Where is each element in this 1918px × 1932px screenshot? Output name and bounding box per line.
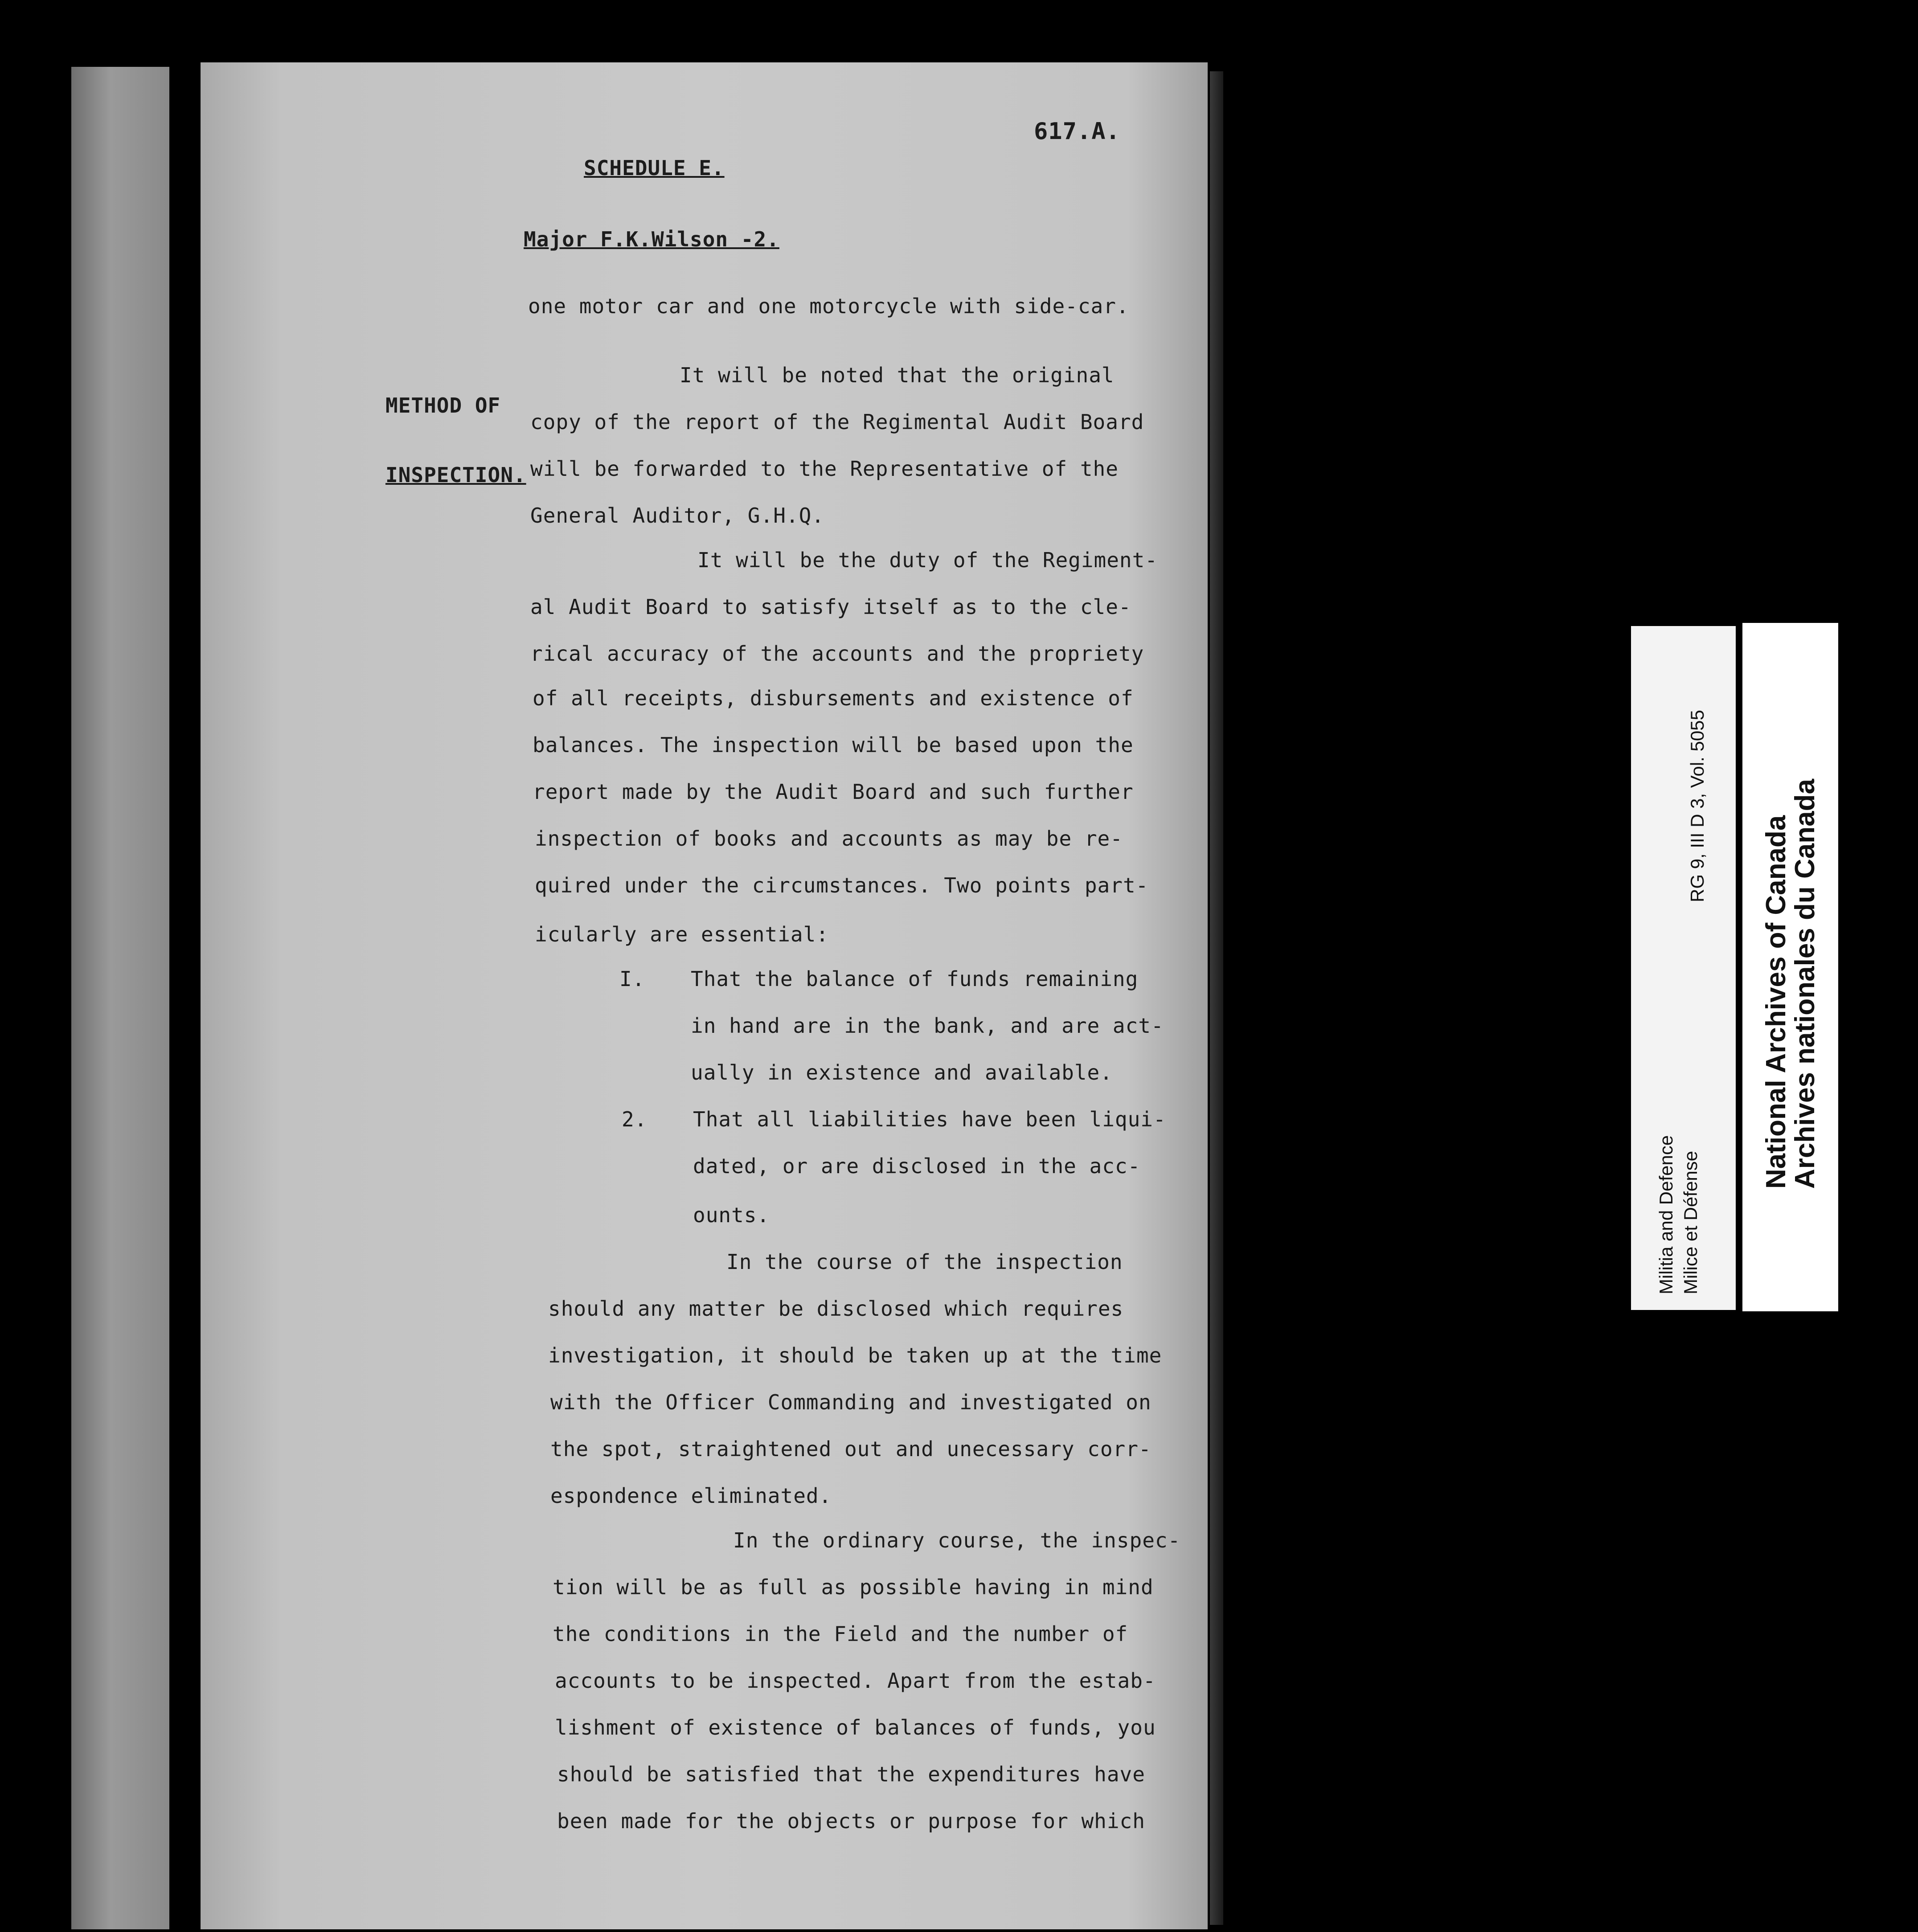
archive-name-card — [1742, 623, 1838, 1311]
text-line: report made by the Audit Board and such further — [533, 780, 1134, 804]
archives-name-fr: Archives nationales du Canada — [1790, 779, 1820, 1189]
text-line: copy of the report of the Regimental Audit Board — [530, 410, 1144, 434]
text-line: icularly are essential: — [535, 922, 829, 946]
page-number: 617.A. — [1034, 118, 1120, 145]
text-line: quired under the circumstances. Two points part- — [535, 873, 1149, 897]
text-line: the conditions in the Field and the number of — [553, 1622, 1128, 1646]
text-line: in hand are in the bank, and are act- — [691, 1014, 1164, 1038]
document-subtitle: Major F.K.Wilson -2. — [524, 227, 779, 251]
text-line: of all receipts, disbursements and existence of — [533, 686, 1134, 710]
text-line: That all liabilities have been liqui- — [693, 1107, 1166, 1131]
department-label-fr: Milice et Défense — [1680, 1150, 1701, 1294]
text-line: It will be the duty of the Regiment- — [697, 548, 1158, 572]
text-line: investigation, it should be taken up at the time — [548, 1343, 1162, 1367]
text-line: ounts. — [693, 1203, 770, 1227]
text-line: accounts to be inspected. Apart from the estab- — [555, 1669, 1156, 1693]
text-line: In the ordinary course, the inspec- — [733, 1528, 1181, 1552]
section-label-line: METHOD OF — [385, 393, 501, 418]
text-line: will be forwarded to the Representative of the — [530, 457, 1119, 481]
text-line: balances. The inspection will be based upon the — [533, 733, 1134, 757]
text-line: should any matter be disclosed which requires — [548, 1297, 1124, 1321]
list-marker: I. — [619, 967, 645, 991]
text-line: It will be noted that the original — [680, 363, 1115, 387]
text-line: al Audit Board to satisfy itself as to the cle- — [530, 595, 1131, 619]
text-line: lishment of existence of balances of funds, you — [555, 1715, 1156, 1740]
text-line: one motor car and one motorcycle with side-car. — [528, 294, 1129, 318]
archive-reference-card — [1631, 626, 1736, 1310]
reference-number: RG 9, III D 3, Vol. 5055 — [1687, 710, 1708, 902]
text-line: ually in existence and available. — [691, 1060, 1113, 1085]
text-line: dated, or are disclosed in the acc- — [693, 1154, 1141, 1178]
archives-name-en: National Archives of Canada — [1761, 815, 1791, 1189]
list-marker: 2. — [622, 1107, 648, 1131]
text-line: the spot, straightened out and unecessary corr- — [550, 1437, 1152, 1461]
text-line: espondence eliminated. — [550, 1484, 832, 1508]
text-line: been made for the objects or purpose for which — [557, 1809, 1145, 1833]
schedule-title: SCHEDULE E. — [584, 156, 725, 180]
text-line: General Auditor, G.H.Q. — [530, 503, 824, 528]
section-label — [385, 348, 526, 533]
section-label-line: INSPECTION. — [385, 463, 526, 487]
document-page — [201, 62, 1208, 1929]
text-line: rical accuracy of the accounts and the propriety — [530, 642, 1144, 666]
text-line: inspection of books and accounts as may be re- — [535, 827, 1123, 851]
department-label-en: Militia and Defence — [1656, 1135, 1676, 1294]
text-line: In the course of the inspection — [726, 1250, 1123, 1274]
text-line: That the balance of funds remaining — [691, 967, 1139, 991]
text-line: with the Officer Commanding and investigated on — [550, 1390, 1152, 1414]
binding-edge — [1210, 71, 1223, 1925]
text-line: should be satisfied that the expenditures have — [557, 1762, 1145, 1786]
facing-page-edge — [71, 67, 169, 1929]
text-line: tion will be as full as possible having in mind — [553, 1575, 1154, 1599]
